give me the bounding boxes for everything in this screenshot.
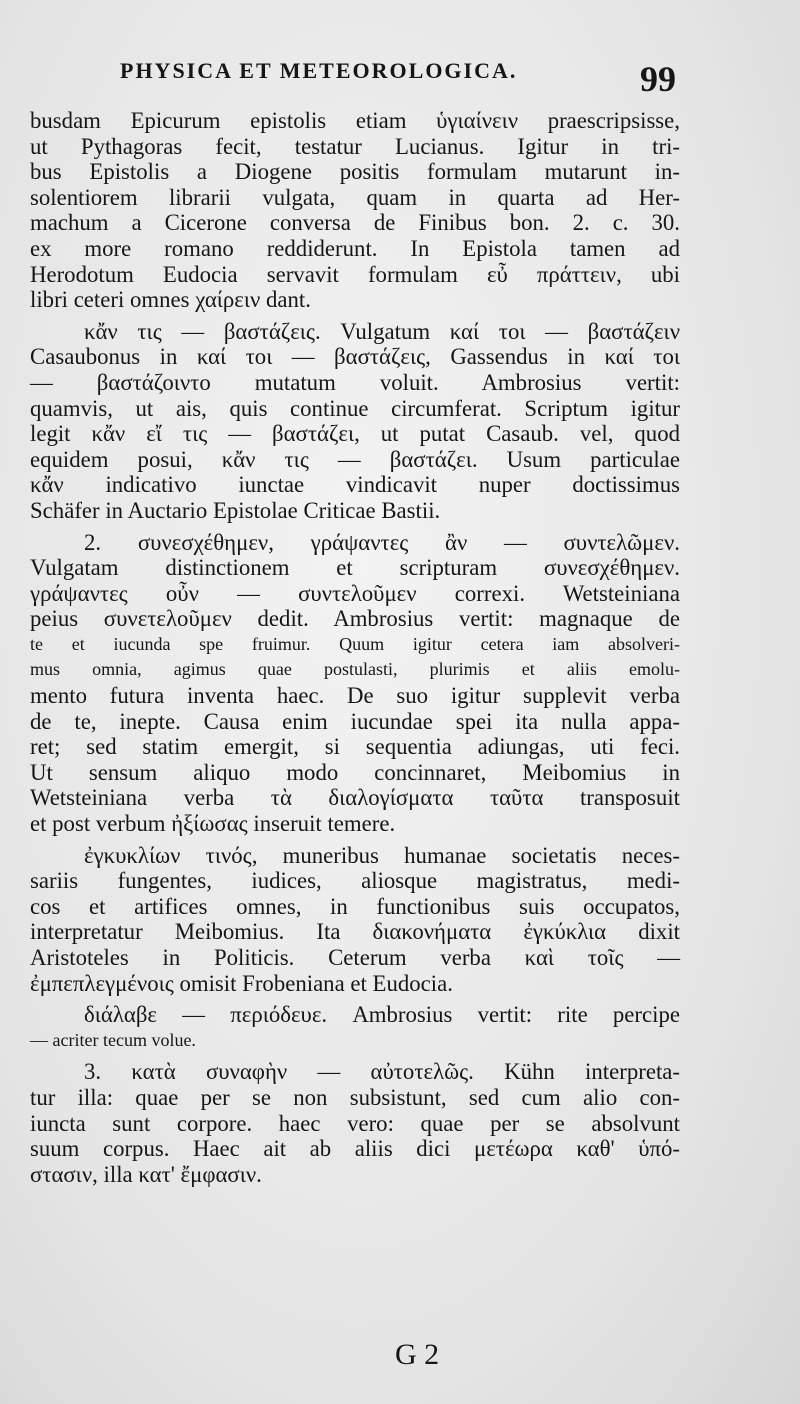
text-line: ἐμπεπλεγμένοις omisit Frobeniana et Eudocia. — [30, 970, 453, 996]
text-line: 3. κατὰ συναφὴν — αὐτοτελῶς. Kühn interpreta- — [84, 1059, 680, 1085]
text-line: et post verbum ἠξίωσας inseruit temere. — [30, 811, 396, 837]
body-text — [30, 108, 680, 1187]
text-line: στασιν, illa κατ' ἔμφασιν. — [30, 1161, 262, 1187]
text-line: tur illa: quae per se non subsistunt, sed cum alio con- — [30, 1084, 680, 1110]
text-line: Herodotum Eudocia servavit formulam εὖ πράττειν, ubi — [30, 261, 680, 287]
text-line: ex more romano reddiderunt. In Epistola tamen ad — [30, 235, 680, 261]
text-line: ἐγκυκλίων τινός, muneribus humanae societatis neces- — [84, 842, 680, 868]
text-line: iuncta sunt corpore. haec vero: quae per se absolvunt — [30, 1110, 680, 1136]
text-line: legit κἄν εἴ τις — βαστάζει, ut putat Casaub. vel, quod — [30, 421, 680, 447]
text-line: 2. συνεσχέθημεν, γράψαντες ἂν — συντελῶμεν. — [84, 529, 680, 555]
text-line: ut Pythagoras fecit, testatur Lucianus. Igitur in tri- — [30, 133, 680, 159]
text-line: suum corpus. Haec ait ab aliis dici μετέωρα καθ' ὑπό- — [30, 1136, 680, 1162]
text-line: mento futura inventa haec. De suo igitur supplevit verba — [30, 683, 680, 709]
text-line: libri ceteri omnes χαίρειν dant. — [30, 287, 311, 313]
text-line: Ut sensum aliquo modo concinnaret, Meibomius in — [30, 759, 680, 785]
text-line: — acriter tecum volue. — [30, 1029, 196, 1050]
text-line: interpretatur Meibomius. Ita διακονήματα ἐγκύκλια dixit — [30, 919, 680, 945]
text-line: κἄν τις — βαστάζεις. Vulgatum καί τοι — βαστάζειν — [84, 318, 680, 344]
text-line: cos et artifices omnes, in functionibus suis occupatos, — [30, 893, 680, 919]
text-line: γράψαντες οὖν — συντελοῦμεν correxi. Wetsteiniana — [30, 580, 680, 606]
text-line: Wetsteiniana verba τὰ διαλογίσματα ταῦτα transposuit — [30, 785, 680, 811]
text-line: quamvis, ut ais, quis continue circumferat. Scriptum igitur — [30, 395, 680, 421]
text-line: solentiorem librarii vulgata, quam in quarta ad Her- — [30, 184, 680, 210]
text-line: κἄν indicativo iunctae vindicavit nuper doctissimus — [30, 472, 680, 498]
text-line: peius συνετελοῦμεν dedit. Ambrosius vertit: magnaque de — [30, 606, 680, 632]
text-line: sariis fungentes, iudices, aliosque magistratus, medi- — [30, 868, 680, 894]
text-line: te et iucunda spe fruimur. Quum igitur cetera iam absolveri- — [30, 633, 680, 654]
text-line: Vulgatam distinctionem et scripturam συνεσχέθημεν. — [30, 555, 680, 581]
text-line: Schäfer in Auctario Epistolae Criticae Bastii. — [30, 497, 441, 523]
text-line: — βαστάζοιντο mutatum voluit. Ambrosius vertit: — [30, 369, 680, 395]
text-line: ret; sed statim emergit, si sequentia adiungas, uti feci. — [30, 734, 680, 760]
text-line: Casaubonus in καί τοι — βαστάζεις, Gassendus in καί τοι — [30, 344, 680, 370]
text-line: machum a Cicerone conversa de Finibus bon. 2. c. 30. — [30, 210, 680, 236]
page-number: 99 — [640, 59, 676, 99]
text-line: διάλαβε — περιόδευε. Ambrosius vertit: rite percipe — [84, 1002, 680, 1028]
text-line: busdam Epicurum epistolis etiam ὑγιαίνειν praescripsisse, — [30, 108, 680, 133]
text-line: de te, inepte. Causa enim iucundae spei ita nulla appa- — [30, 708, 680, 734]
text-line: bus Epistolis a Diogene positis formulam mutarunt in- — [30, 159, 680, 185]
signature-mark: G 2 — [395, 1338, 440, 1371]
text-line: equidem posui, κἄν τις — βαστάζει. Usum particulae — [30, 446, 680, 472]
text-line: mus omnia, agimus quae postulasti, plurimis et aliis emolu- — [30, 659, 680, 680]
running-head: PHYSICA ET METEOROLOGICA. — [120, 58, 518, 83]
text-line: Aristoteles in Politicis. Ceterum verba καὶ τοῖς — — [30, 945, 680, 970]
